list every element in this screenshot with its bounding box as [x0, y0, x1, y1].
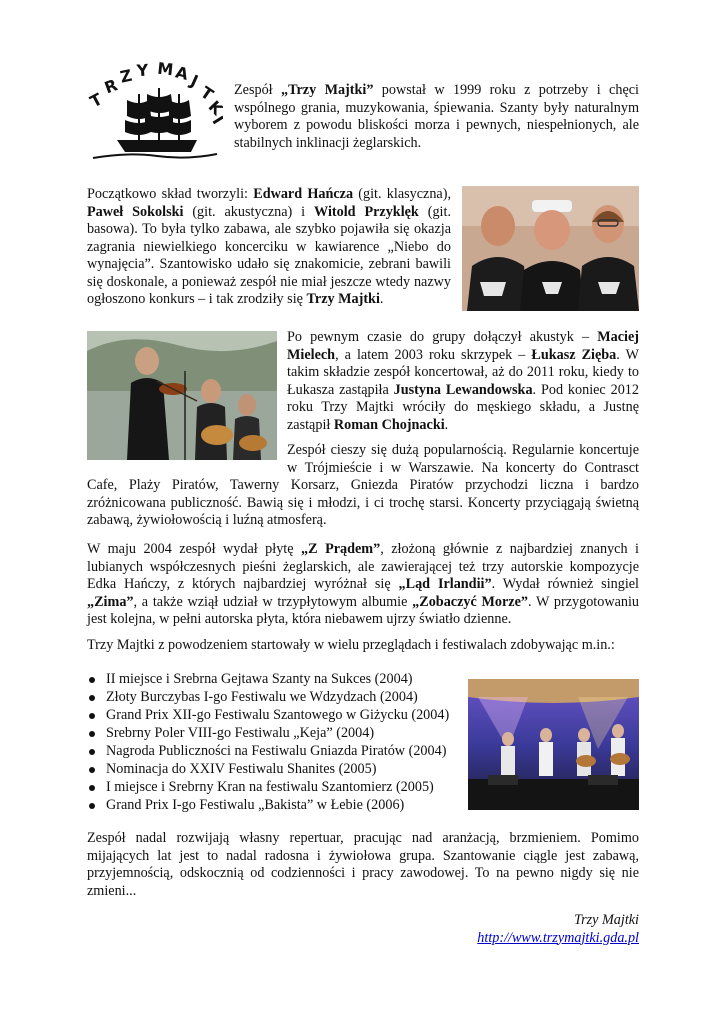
bullet-icon: [89, 713, 95, 719]
svg-text:T: T: [197, 82, 217, 105]
svg-text:T: T: [87, 89, 106, 112]
svg-text:J: J: [187, 70, 201, 91]
website-link[interactable]: http://www.trzymajtki.gda.pl: [477, 929, 639, 946]
svg-text:R: R: [101, 75, 120, 98]
list-item: Złoty Burczybas I-go Festiwalu we Wdzydzach (2004): [87, 689, 467, 707]
list-item: Srebrny Poler VIII-go Festiwalu „Keja” (2004): [87, 725, 467, 743]
svg-text:M: M: [156, 60, 175, 80]
svg-text:A: A: [173, 62, 191, 84]
bullet-icon: [89, 767, 95, 773]
svg-text:K: K: [204, 96, 223, 119]
intro-paragraph: Zespół „Trzy Majtki” powstał w 1999 roku z potrzeby i chęci wspólnego grania, muzykowania, śpiewania. Szanty były naturalnym wyborem z powodu bliskości morza i pewnych, niespełnionych, ale stabilnych inklinacji żeglarskich.: [234, 82, 639, 151]
bullet-icon: [89, 731, 95, 737]
signature-block: [477, 912, 639, 947]
svg-text:Y: Y: [136, 60, 149, 81]
list-item: II miejsce i Srebrna Gejtawa Szanty na Sukces (2004): [87, 671, 467, 689]
list-item: Grand Prix I-go Festiwalu „Bakista” w Łebie (2006): [87, 797, 467, 815]
band-members-photo: [462, 186, 639, 311]
list-item: Grand Prix XII-go Festiwalu Szantowego w Giżycku (2004): [87, 707, 467, 725]
awards-list: [87, 671, 467, 815]
svg-text:I: I: [208, 112, 223, 128]
bullet-icon: [89, 695, 95, 701]
closing-paragraph: Zespół nadal rozwijają własny repertuar, pracując nad aranżacją, brzmieniem. Pomimo mijających lat jest to nadal radosna i żywiołowa grupa. Szantowanie ciągle jest zabawą, przyjemnością, odskocznią od codzienności i pracy zawodowej. To na pewno nigdy się nie zmieni...: [87, 830, 639, 899]
bullet-icon: [89, 749, 95, 755]
festivals-intro-paragraph: Trzy Majtki z powodzeniem startowały w wielu przeglądach i festiwalach zdobywając m.in.:: [87, 637, 615, 653]
band-logo: [87, 60, 223, 164]
list-item: Nagroda Publiczności na Festiwalu Gniazda Piratów (2004): [87, 743, 467, 761]
popularity-paragraph-wrap: [87, 442, 639, 530]
bullet-icon: [89, 785, 95, 791]
ship-icon: [87, 60, 223, 164]
svg-text:Z: Z: [118, 65, 134, 87]
founding-paragraph: Początkowo skład tworzyli: Edward Hańcza (git. klasyczna), Paweł Sokolski (git. akustyczna) i Witold Przyklęk (git. basowa). To była tylko zabawa, ale szybko pojawiła się okazja zagrania niewielkiego koncerciku w kawiarence „Niebo do wynajęcia”. Szantowisko udało się znakomicie, zebrani bawili się doskonale, a ponieważ zespół nie miał jeszcze wtedy nazwy ogłoszono konkurs – i tak zrodziły się Trzy Majtki.: [87, 186, 451, 307]
stage-concert-photo: [468, 679, 639, 810]
bullet-icon: [89, 803, 95, 809]
list-item: Nominacja do XXIV Festiwalu Shanites (2005): [87, 761, 467, 779]
albums-paragraph: W maju 2004 zespół wydał płytę „Z Prądem”, złożoną głównie z najbardziej znanych i lubianych współczesnych pieśni żeglarskich, ale zawierającej też trzy autorskie kompozycje Edka Hańczy, z których najbardziej wyróżnał się „Ląd Irlandii”. Wydał również singiel „Zima”, a także wziął udział w trzypłytowym albumie „Zobaczyć Morze”. W przygotowaniu jest kolejna, w pełni autorska płyta, która niebawem ujrzy światło dzienne.: [87, 541, 640, 627]
popularity-paragraph: Zespół cieszy się dużą popularnością. Regularnie koncertuje w Trójmieście i w Warszawie. Na koncerty do Contrasct Cafe, Plaży Piratów, Tawerny Korsarz, Gniezda Piratów przychodzi liczna i bardzo zróżnicowana publiczność. Bawią się i młodzi, i ci trochę starsi. Koncerty przyciągają świetną zabawą, żywiołowością i luźną atmosferą.: [87, 442, 639, 528]
bullet-icon: [89, 677, 95, 683]
lineup-changes-paragraph: Po pewnym czasie do grupy dołączył akustyk – Maciej Mielech, a latem 2003 roku skrzypek – Łukasz Zięba. W takim składzie zespół koncertował, aż do 2011 roku, kiedy to Łukasza zastąpiła Justyna Lewandowska. Pod koniec 2012 roku Trzy Majtki wróciły do męskiego składu, a Justnę zastąpił Roman Chojnacki.: [287, 329, 640, 433]
concert-violin-photo: [87, 331, 277, 460]
signature-name: Trzy Majtki: [573, 912, 639, 928]
document-page: [87, 0, 639, 1024]
list-item: I miejsce i Srebrny Kran na festiwalu Szantomierz (2005): [87, 779, 467, 797]
